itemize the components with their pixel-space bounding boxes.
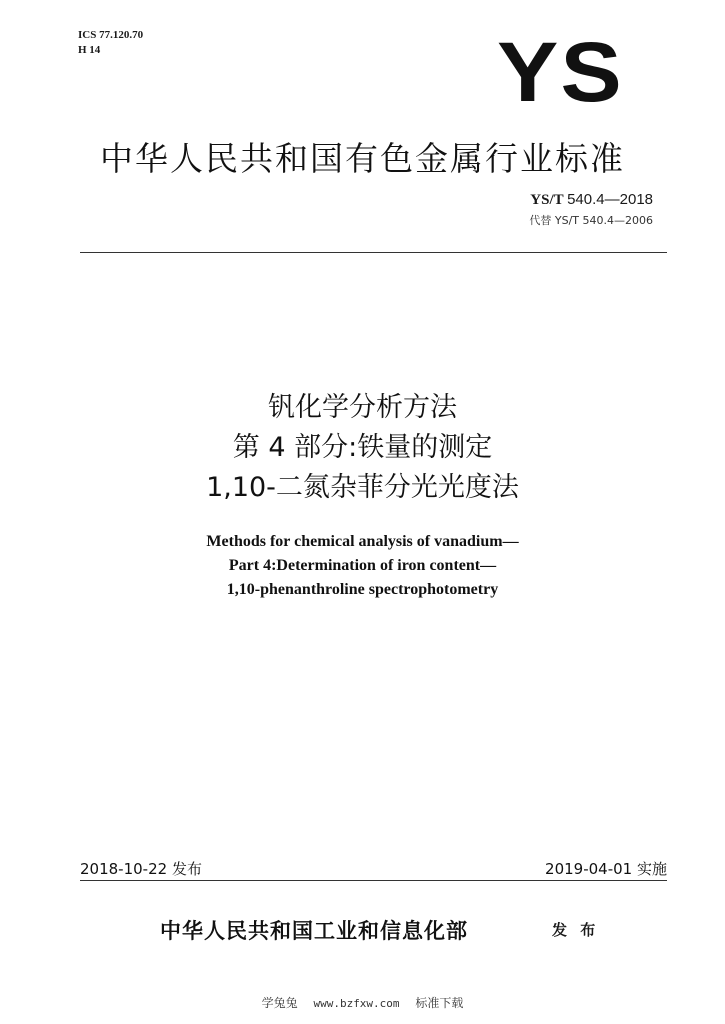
standard-prefix: YS/T xyxy=(530,192,564,208)
footer-url[interactable]: www.bzfxw.com xyxy=(313,997,400,1010)
title-zh-line2: 第 4 部分:铁量的测定 xyxy=(232,432,493,463)
industry-standard-heading: 中华人民共和国有色金属行业标准 xyxy=(100,139,625,178)
classification-codes xyxy=(78,28,143,58)
footer-divider xyxy=(80,880,667,881)
header-divider xyxy=(80,252,667,253)
replaces-standard: 代替 YS/T 540.4—2006 xyxy=(529,214,653,227)
title-en-line2: Part 4:Determination of iron content— xyxy=(228,557,497,574)
title-en-line3: 1,10-phenanthroline spectrophotometry xyxy=(226,581,499,598)
watermark-footer xyxy=(0,994,725,1011)
title-en-line1: Methods for chemical analysis of vanadium— xyxy=(206,533,519,550)
title-zh-line3: 1,10-二氮杂菲分光光度法 xyxy=(206,472,519,503)
issuing-authority: 中华人民共和国工业和信息化部 xyxy=(160,918,468,943)
standard-number-value: 540.4—2018 xyxy=(567,191,653,208)
ics-code: ICS 77.120.70 xyxy=(78,29,144,41)
standard-number xyxy=(530,191,653,209)
ccs-code: H 14 xyxy=(78,44,101,56)
publish-label: 发 布 xyxy=(552,921,600,939)
footer-tagline: 标准下载 xyxy=(415,996,464,1010)
ys-logo: YS xyxy=(497,25,624,120)
title-zh-line1: 钒化学分析方法 xyxy=(268,392,457,423)
issue-date: 2018-10-22 发布 xyxy=(80,860,202,878)
implementation-date: 2019-04-01 实施 xyxy=(545,860,667,878)
footer-site-name: 学兔兔 xyxy=(261,996,298,1010)
